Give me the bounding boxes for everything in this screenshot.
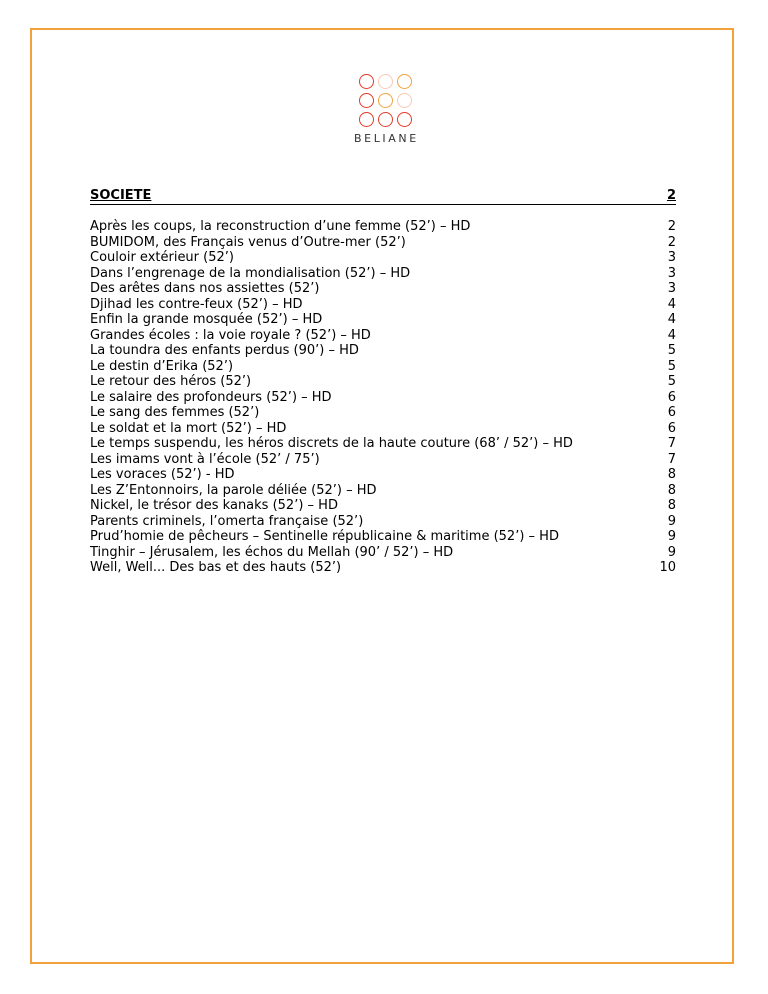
toc-entry[interactable]	[90, 328, 676, 344]
toc-entry[interactable]	[90, 250, 676, 266]
toc-entry-title: Après les coups, la reconstruction d’une femme (52’) – HD	[90, 219, 471, 234]
toc-entry-title: Prud’homie de pêcheurs – Sentinelle républicaine & maritime (52’) – HD	[90, 529, 559, 544]
toc-entry-page: 3	[667, 265, 676, 281]
toc-entry[interactable]	[90, 545, 676, 561]
toc-entry-title: La toundra des enfants perdus (90’) – HD	[90, 343, 359, 358]
toc-entry-page: 6	[667, 420, 676, 436]
section-title: SOCIETE	[90, 188, 152, 203]
logo-circle-icon	[359, 112, 374, 127]
toc-entry-title: Enfin la grande mosquée (52’) – HD	[90, 312, 323, 327]
toc-entry[interactable]	[90, 514, 676, 530]
logo-circle-icon	[359, 93, 374, 108]
logo-circle-icon	[378, 74, 393, 89]
toc-entry[interactable]	[90, 281, 676, 297]
toc-entry-title: Les imams vont à l’école (52’ / 75’)	[90, 451, 320, 467]
toc-entry-page: 9	[667, 513, 676, 529]
toc-entry-page: 7	[667, 451, 676, 467]
toc-entry[interactable]	[90, 498, 676, 514]
toc-entry-title: Les voraces (52’) - HD	[90, 467, 235, 482]
toc-entry-page: 3	[667, 250, 676, 265]
toc-entry-page: 2	[667, 234, 676, 250]
logo-circle-icon	[397, 112, 412, 127]
section-page: 2	[666, 188, 676, 203]
toc-entry-title: Dans l’engrenage de la mondialisation (52’) – HD	[90, 265, 411, 281]
toc-entry-page: 9	[667, 544, 676, 560]
logo-dots-grid	[359, 74, 412, 127]
toc-entry-title: Le temps suspendu, les héros discrets de la haute couture (68’ / 52’) – HD	[90, 436, 573, 451]
toc-entry[interactable]	[90, 219, 676, 235]
toc-entry-page: 4	[667, 327, 676, 343]
toc-entry-title: Tinghir – Jérusalem, les échos du Mellah (90’ / 52’) – HD	[90, 544, 454, 560]
toc-entry-page: 8	[667, 467, 676, 482]
toc-entry[interactable]	[90, 467, 676, 483]
logo-text: BELIANE	[354, 132, 419, 145]
table-of-contents	[90, 188, 676, 576]
toc-entry[interactable]	[90, 374, 676, 390]
toc-entry[interactable]	[90, 436, 676, 452]
toc-entry-title: Well, Well... Des bas et des hauts (52’)	[90, 560, 342, 575]
toc-entry-title: Le sang des femmes (52’)	[90, 405, 260, 420]
toc-entry[interactable]	[90, 405, 676, 421]
logo-circle-icon	[397, 74, 412, 89]
toc-entry[interactable]	[90, 483, 676, 499]
toc-entry-page: 8	[667, 482, 676, 498]
toc-entry-page: 5	[667, 343, 676, 358]
toc-entry[interactable]	[90, 560, 676, 576]
logo-circle-icon	[378, 112, 393, 127]
toc-entry-page: 7	[667, 436, 676, 451]
section-heading[interactable]	[90, 188, 676, 205]
logo-circle-icon	[397, 93, 412, 108]
toc-entry-title: Couloir extérieur (52’)	[90, 250, 234, 265]
toc-entry-page: 5	[667, 374, 676, 389]
toc-entry[interactable]	[90, 390, 676, 406]
toc-entry-page: 8	[667, 498, 676, 513]
toc-entry-page: 6	[667, 405, 676, 420]
toc-entry-title: Nickel, le trésor des kanaks (52’) – HD	[90, 498, 338, 513]
toc-entry[interactable]	[90, 235, 676, 251]
toc-entry-page: 5	[667, 358, 676, 374]
toc-entry-title: Le salaire des profondeurs (52’) – HD	[90, 389, 332, 405]
toc-entry-title: Le retour des héros (52’)	[90, 374, 252, 389]
toc-entry-page: 9	[667, 529, 676, 544]
toc-entry[interactable]	[90, 312, 676, 328]
toc-entry[interactable]	[90, 529, 676, 545]
toc-entry-page: 10	[659, 560, 676, 575]
toc-entry[interactable]	[90, 421, 676, 437]
toc-entry[interactable]	[90, 452, 676, 468]
logo-circle-icon	[378, 93, 393, 108]
toc-entry[interactable]	[90, 266, 676, 282]
toc-entry-title: Djihad les contre-feux (52’) – HD	[90, 296, 303, 312]
beliane-logo	[354, 74, 419, 145]
toc-entry[interactable]	[90, 297, 676, 313]
toc-entry[interactable]	[90, 359, 676, 375]
toc-entry-title: Le destin d’Erika (52’)	[90, 358, 234, 374]
toc-entry-page: 2	[667, 219, 676, 234]
toc-entry-title: Le soldat et la mort (52’) – HD	[90, 420, 287, 436]
toc-entry-title: Des arêtes dans nos assiettes (52’)	[90, 281, 320, 296]
toc-entry-page: 6	[667, 389, 676, 405]
logo-circle-icon	[359, 74, 374, 89]
toc-entry[interactable]	[90, 343, 676, 359]
toc-entries	[90, 219, 676, 576]
toc-entry-title: Les Z’Entonnoirs, la parole déliée (52’) – HD	[90, 482, 377, 498]
toc-entry-page: 4	[667, 296, 676, 312]
toc-entry-page: 4	[667, 312, 676, 327]
toc-entry-page: 3	[667, 281, 676, 296]
toc-entry-title: Grandes écoles : la voie royale ? (52’) – HD	[90, 327, 371, 343]
toc-entry-title: Parents criminels, l’omerta française (52’)	[90, 513, 364, 529]
toc-entry-title: BUMIDOM, des Français venus d’Outre-mer (52’)	[90, 234, 406, 250]
